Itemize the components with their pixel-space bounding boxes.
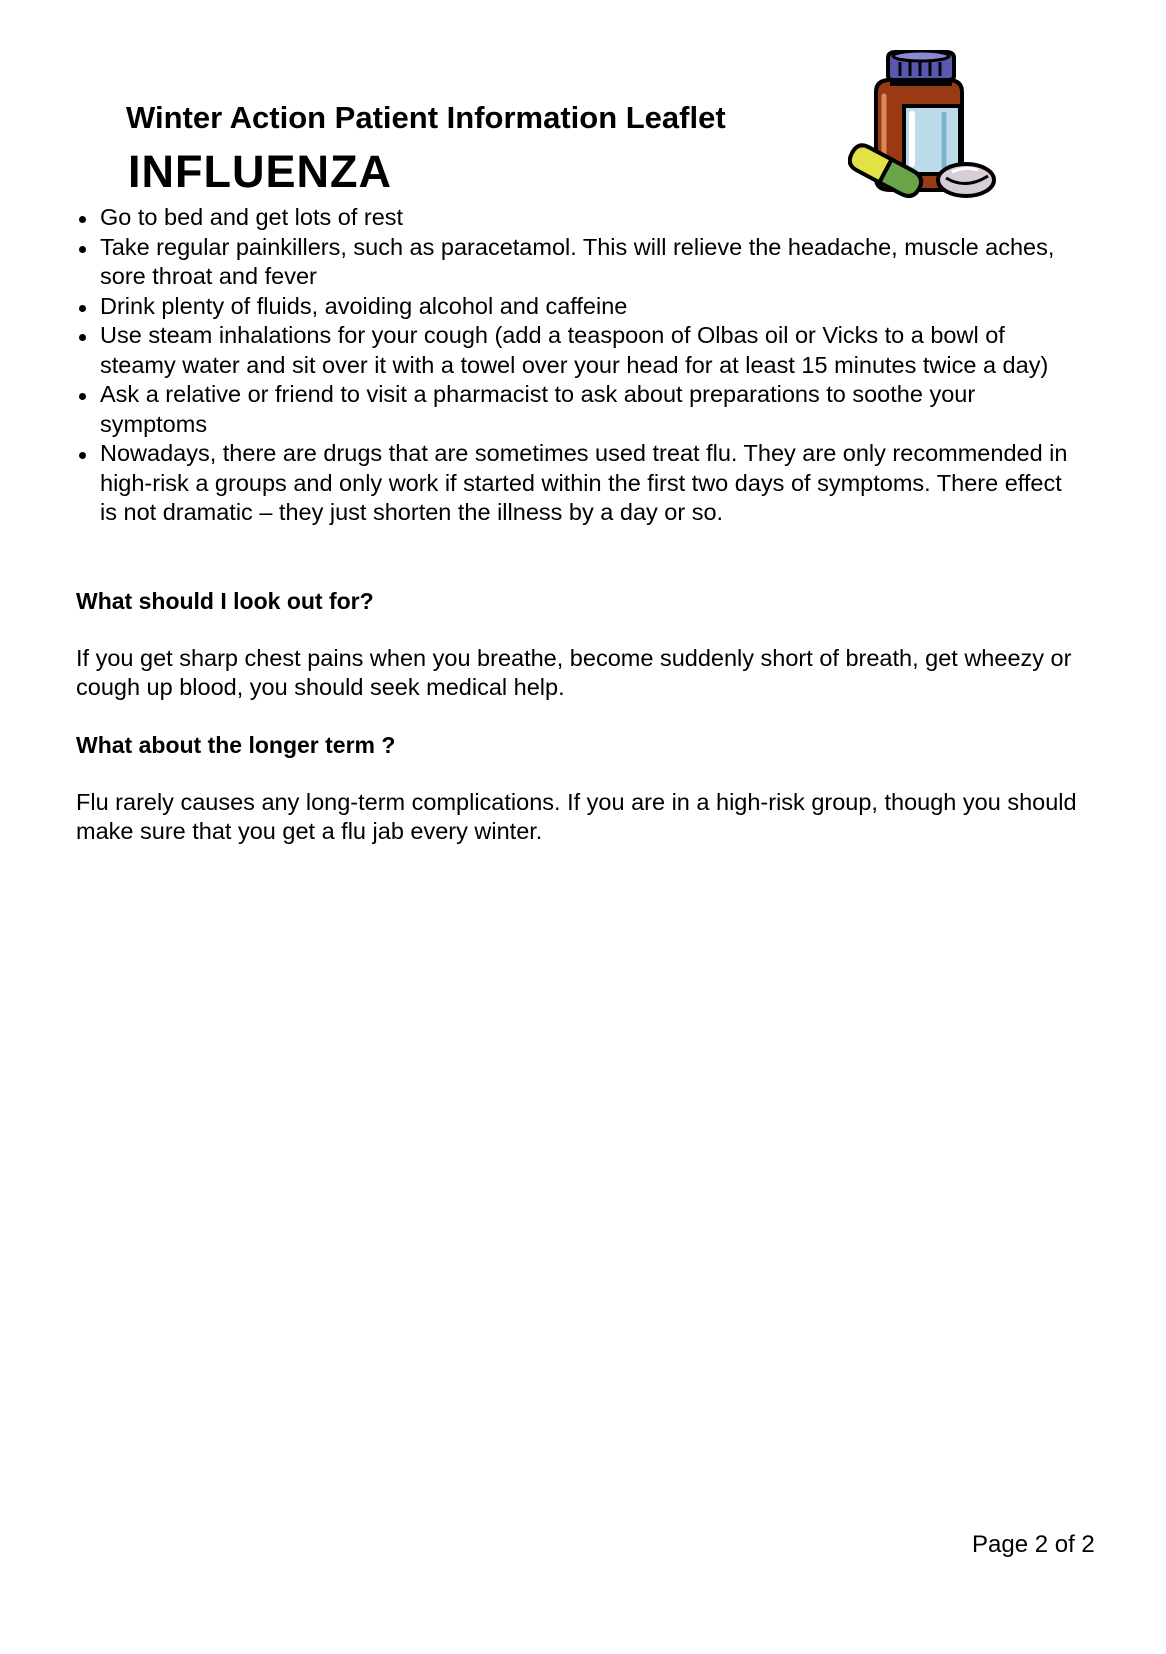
advice-list bbox=[76, 203, 1076, 528]
list-item: Nowadays, there are drugs that are sometimes used treat flu. They are only recommended in high-risk a groups and only work if started within the first two days of symptoms. There effect is not dramatic – they just shorten the illness by a day or so. bbox=[76, 439, 1076, 528]
list-item: Ask a relative or friend to visit a pharmacist to ask about preparations to soothe your symptoms bbox=[76, 380, 1076, 439]
list-item: Go to bed and get lots of rest bbox=[76, 203, 1076, 233]
page-title: INFLUENZA bbox=[128, 146, 392, 197]
list-item: Use steam inhalations for your cough (add a teaspoon of Olbas oil or Vicks to a bowl of steamy water and sit over it with a towel over your head for at least 15 minutes twice a day) bbox=[76, 321, 1076, 380]
section-heading-look-out: What should I look out for? bbox=[76, 588, 374, 614]
section-body-longer-term: Flu rarely causes any long-term complications. If you are in a high-risk group, though you should make sure that you get a flu jab every winter. bbox=[76, 789, 1077, 844]
section-heading-longer-term: What about the longer term ? bbox=[76, 732, 396, 758]
leaflet-subtitle: Winter Action Patient Information Leaflet bbox=[126, 100, 726, 135]
page-number: Page 2 of 2 bbox=[972, 1531, 1095, 1558]
list-item: Take regular painkillers, such as paracetamol. This will relieve the headache, muscle aches, sore throat and fever bbox=[76, 233, 1076, 292]
medicine-bottle-and-pills-icon bbox=[848, 50, 998, 202]
section-body-look-out: If you get sharp chest pains when you breathe, become suddenly short of breath, get wheezy or cough up blood, you should seek medical help. bbox=[76, 645, 1072, 700]
list-item: Drink plenty of fluids, avoiding alcohol and caffeine bbox=[76, 292, 1076, 322]
